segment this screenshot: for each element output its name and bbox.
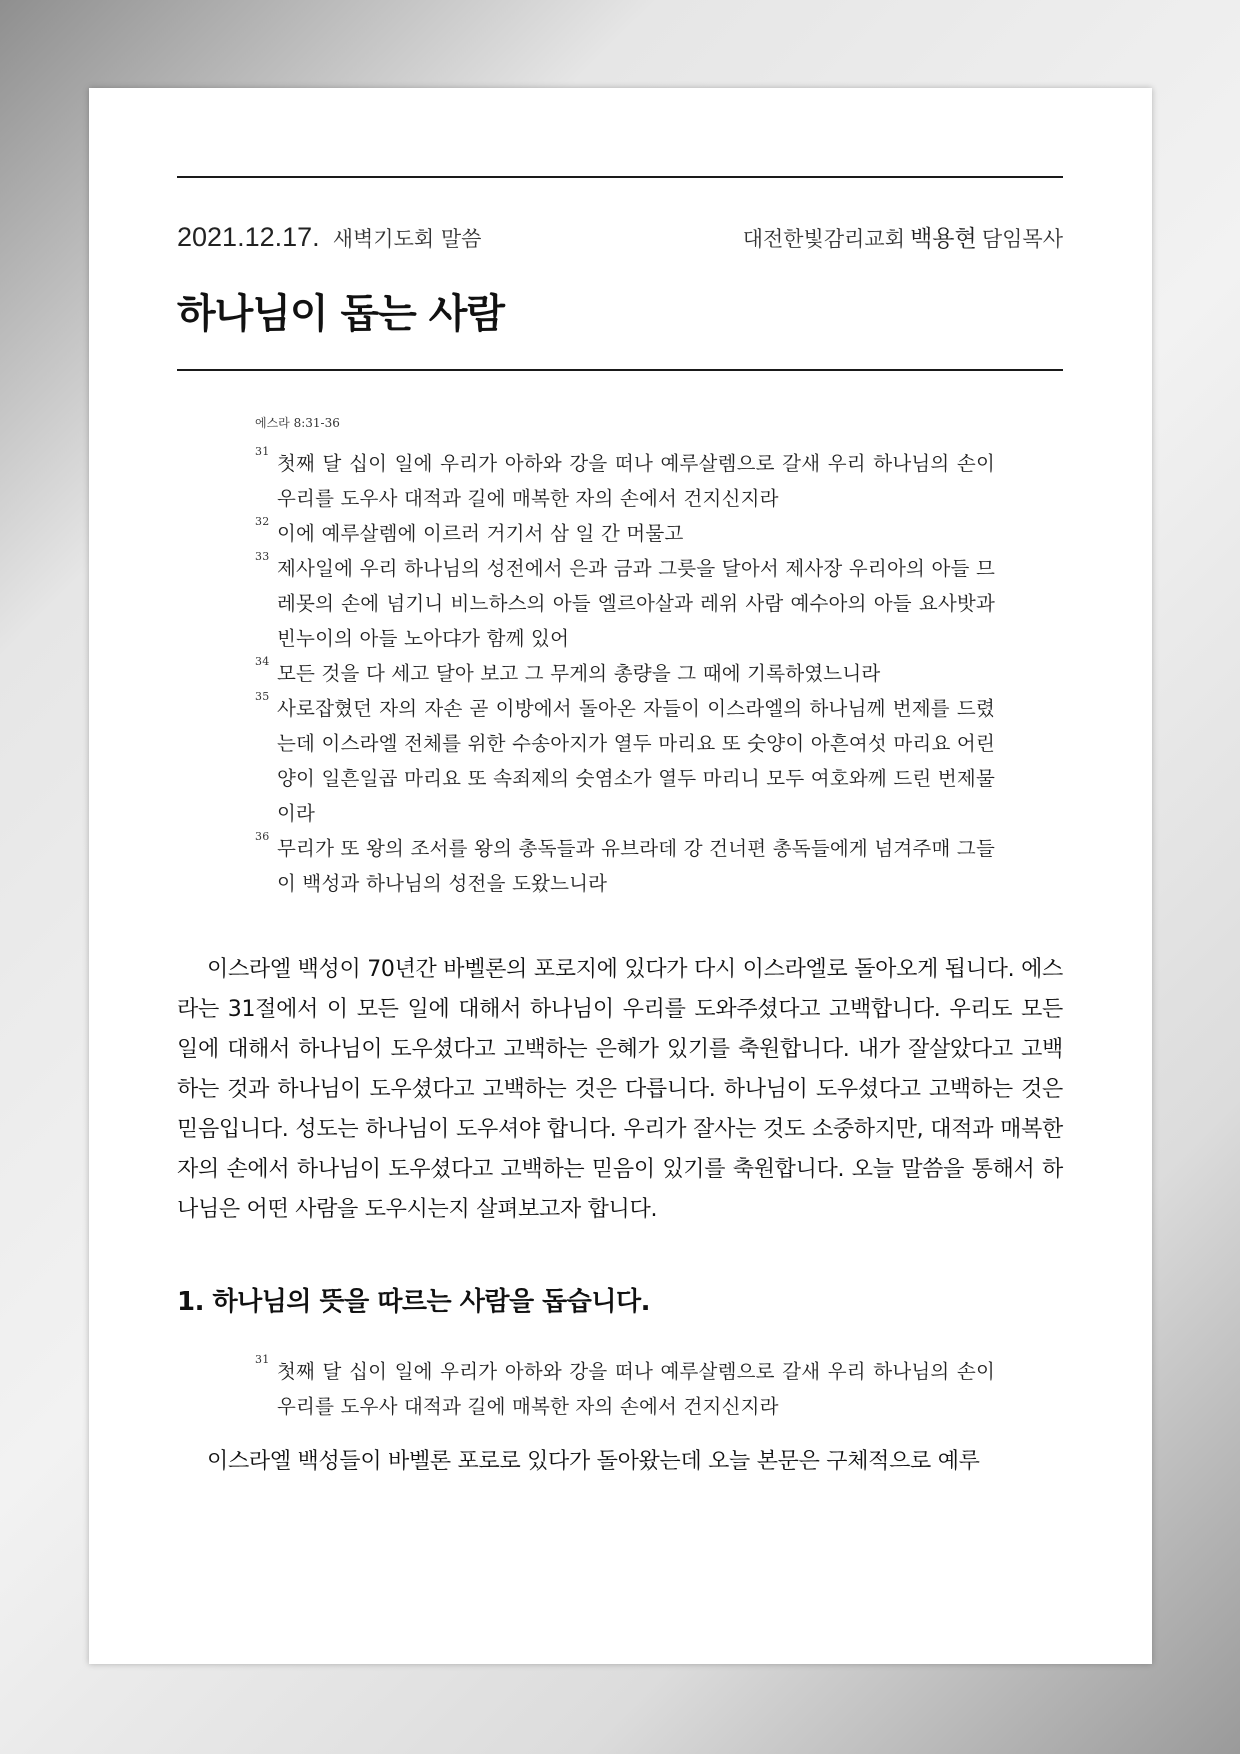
scripture-reference: 에스라 8:31-36 — [255, 416, 340, 430]
verse-31 — [255, 446, 995, 516]
verse-text: 제사일에 우리 하나님의 성전에서 은과 금과 그릇을 달아서 제사장 우리아의 아들 므레못의 손에 넘기니 비느하스의 아들 엘르아살과 레위 사람 예수아의 아들 요사밧과 빈누이의 아들 노아댜가 함께 있어 — [277, 557, 995, 650]
verse-36 — [255, 831, 995, 901]
verse-number: 36 — [255, 830, 270, 843]
verse-33 — [255, 551, 995, 656]
intro-paragraph: 이스라엘 백성이 70년간 바벨론의 포로지에 있다가 다시 이스라엘로 돌아오게 됩니다. 에스라는 31절에서 이 모든 일에 대해서 하나님이 우리를 도와주셨다고 고백합니다. 우리도 모든 일에 대해서 하나님이 도우셨다고 고백하는 은혜가 있기를 축원합니다. 내가 잘살았다고 고백하는 것과 하나님이 도우셨다고 고백하는 것은 다릅니다. 하나님이 도우셨다고 고백하는 것은 믿음입니다. 성도는 하나님이 도우셔야 합니다. 우리가 잘사는 것도 소중하지만, 대적과 매복한 자의 손에서 하나님이 도우셨다고 고백하는 믿음이 있기를 축원합니다. 오늘 말씀을 통해서 하나님은 어떤 사람을 도우시는지 살펴보고자 합니다. — [177, 957, 1063, 1222]
pastor-name: 백용현 — [910, 226, 977, 252]
verse-text: 이에 예루살렘에 이르러 거기서 삼 일 간 머물고 — [277, 522, 684, 545]
verse-number: 35 — [255, 690, 270, 703]
verse-number: 31 — [255, 445, 270, 458]
section-heading-1: 1. 하나님의 뜻을 따르는 사람을 돕습니다. — [177, 1287, 650, 1317]
church-block — [743, 220, 1063, 253]
verse-text: 무리가 또 왕의 조서를 왕의 총독들과 유브라데 강 건너편 총독들에게 넘겨주매 그들이 백성과 하나님의 성전을 도왔느니라 — [277, 837, 995, 895]
verse-number: 34 — [255, 655, 270, 668]
pastor-role: 담임목사 — [981, 227, 1063, 251]
verse-32 — [255, 516, 995, 551]
verse-number: 31 — [255, 1353, 270, 1366]
header-top-rule — [177, 176, 1063, 178]
verse-text: 첫째 달 십이 일에 우리가 아하와 강을 떠나 예루살렘으로 갈새 우리 하나님의 손이 우리를 도우사 대적과 길에 매복한 자의 손에서 건지신지라 — [277, 452, 995, 510]
verse-35 — [255, 691, 995, 831]
verse-text: 사로잡혔던 자의 자손 곧 이방에서 돌아온 자들이 이스라엘의 하나님께 번제를 드렸는데 이스라엘 전체를 위한 수송아지가 열두 마리요 또 숫양이 아흔여섯 마리요 어린 양이 일흔일곱 마리요 또 속죄제의 숫염소가 열두 마리니 모두 여호와께 드린 번제물이라 — [277, 697, 995, 825]
verse-34 — [255, 656, 995, 691]
document-page — [89, 88, 1152, 1664]
scripture-block — [255, 414, 995, 901]
header-bottom-rule — [177, 369, 1063, 371]
verse-number: 32 — [255, 515, 270, 528]
section-paragraph: 이스라엘 백성들이 바벨론 포로로 있다가 돌아왔는데 오늘 본문은 구체적으로 예루 — [207, 1449, 980, 1474]
church-name: 대전한빛감리교회 — [742, 227, 905, 251]
sermon-date: 2021.12.17. — [177, 222, 320, 252]
section-scripture — [255, 1354, 995, 1424]
verse-text: 모든 것을 다 세고 달아 보고 그 무게의 총량을 그 때에 기록하였느니라 — [277, 662, 881, 685]
sermon-date-block — [177, 222, 481, 253]
sermon-meta — [177, 220, 1063, 253]
verse-number: 33 — [255, 550, 270, 563]
verse-text: 첫째 달 십이 일에 우리가 아하와 강을 떠나 예루살렘으로 갈새 우리 하나님의 손이 우리를 도우사 대적과 길에 매복한 자의 손에서 건지신지라 — [277, 1360, 995, 1418]
sermon-title: 하나님이 돕는 사람 — [177, 291, 504, 337]
section-verse-31 — [255, 1354, 995, 1424]
service-name: 새벽기도회 말씀 — [332, 227, 482, 251]
